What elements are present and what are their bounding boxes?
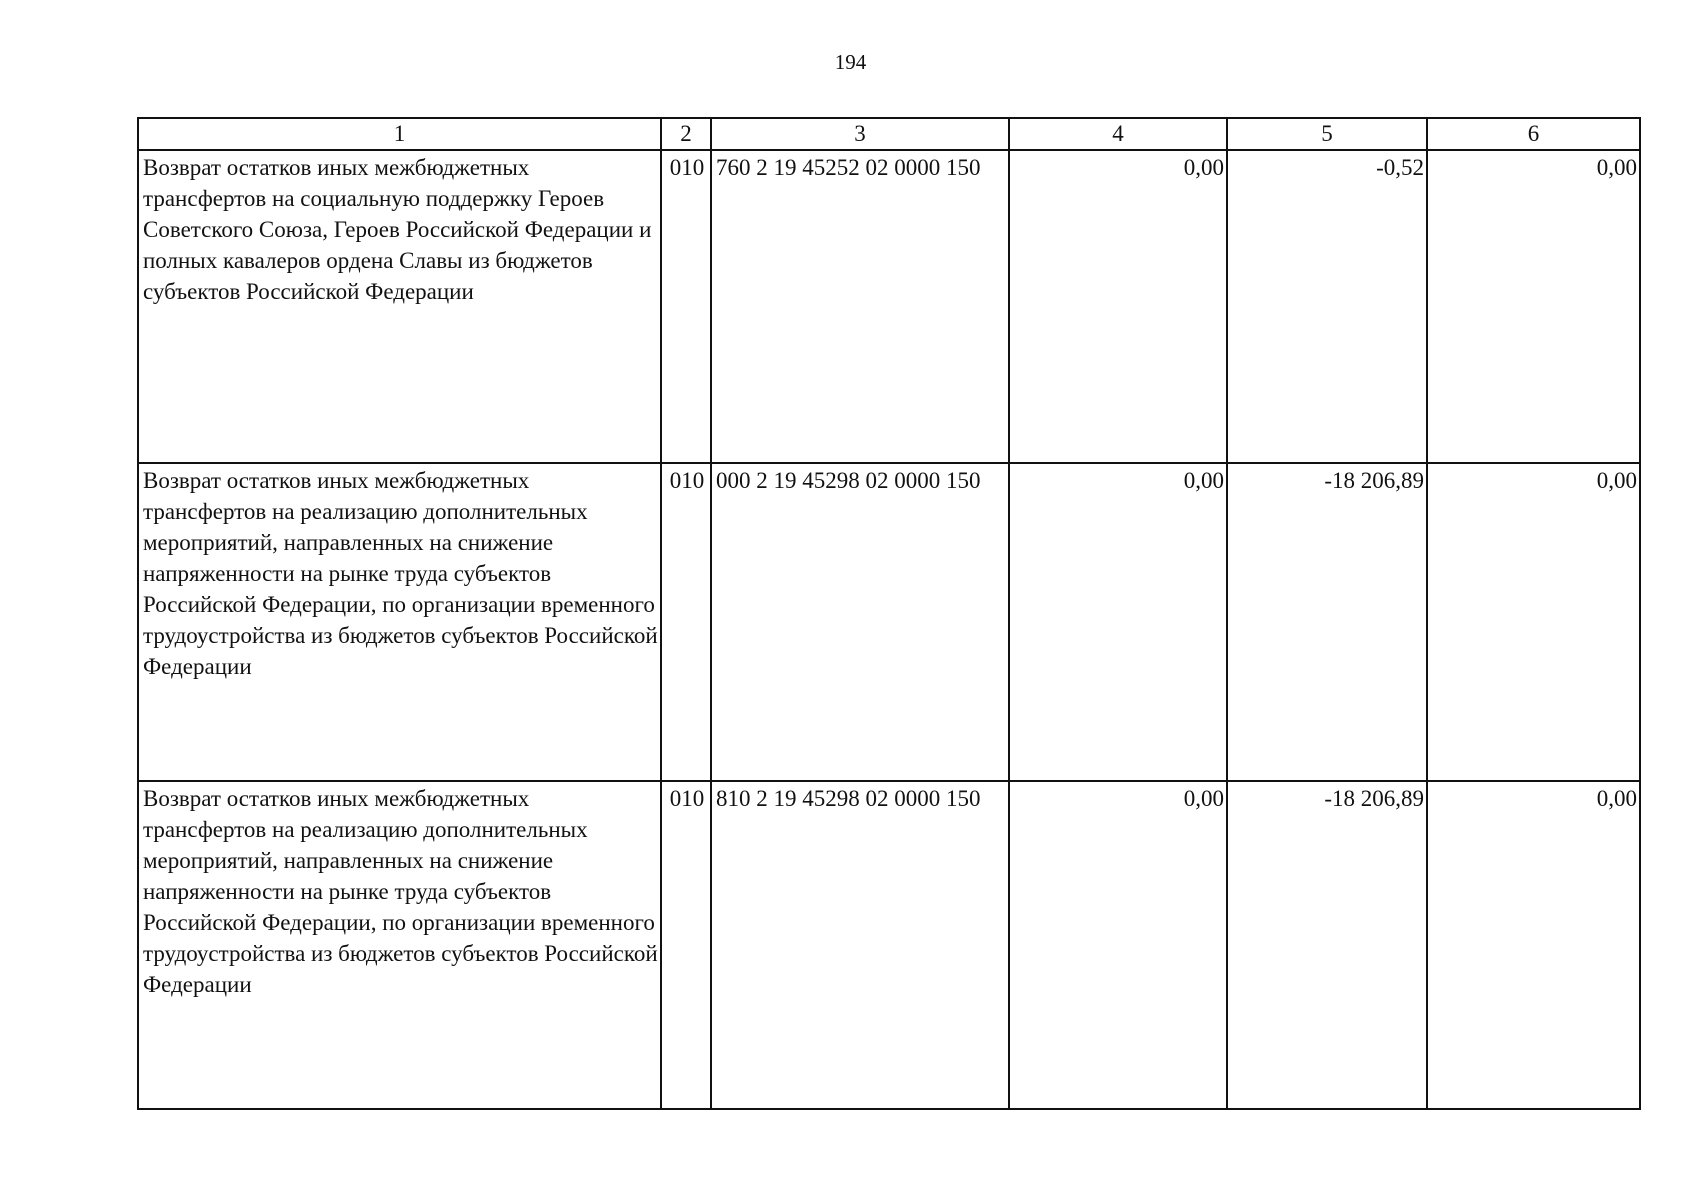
- header-col-3: 3: [711, 118, 1009, 150]
- row-col5-value: -18 206,89: [1227, 781, 1427, 1109]
- row-name: Возврат остатков иных межбюджетных трансфертов на реализацию дополнительных мероприятий, направленных на снижение напряженности на рынке труда субъектов Российской Федерации, по организации временного трудоустройства из бюджетов субъектов Российской Федерации: [138, 781, 661, 1109]
- table-header-row: [138, 118, 1640, 150]
- row-col4-value: 0,00: [1009, 463, 1227, 781]
- table-row: [138, 463, 1640, 781]
- row-col5-value: -0,52: [1227, 150, 1427, 463]
- row-budget-code: 760 2 19 45252 02 0000 150: [711, 150, 1009, 463]
- row-col6-value: 0,00: [1427, 150, 1640, 463]
- header-col-6: 6: [1427, 118, 1640, 150]
- row-name: Возврат остатков иных межбюджетных трансфертов на реализацию дополнительных мероприятий, направленных на снижение напряженности на рынке труда субъектов Российской Федерации, по организации временного трудоустройства из бюджетов субъектов Российской Федерации: [138, 463, 661, 781]
- row-col5-value: -18 206,89: [1227, 463, 1427, 781]
- row-col6-value: 0,00: [1427, 463, 1640, 781]
- row-col4-value: 0,00: [1009, 781, 1227, 1109]
- header-col-4: 4: [1009, 118, 1227, 150]
- header-col-1: 1: [138, 118, 661, 150]
- row-name: Возврат остатков иных межбюджетных трансфертов на социальную поддержку Героев Советского Союза, Героев Российской Федерации и полных кавалеров ордена Славы из бюджетов субъектов Российской Федерации: [138, 150, 661, 463]
- table-row: [138, 150, 1640, 463]
- row-line-code: 010: [661, 150, 711, 463]
- row-line-code: 010: [661, 781, 711, 1109]
- row-col6-value: 0,00: [1427, 781, 1640, 1109]
- row-line-code: 010: [661, 463, 711, 781]
- page-number: 194: [834, 50, 867, 74]
- table-row: [138, 781, 1640, 1109]
- header-col-5: 5: [1227, 118, 1427, 150]
- row-col4-value: 0,00: [1009, 150, 1227, 463]
- header-col-2: 2: [661, 118, 711, 150]
- row-budget-code: 810 2 19 45298 02 0000 150: [711, 781, 1009, 1109]
- budget-table: [137, 117, 1641, 1110]
- row-budget-code: 000 2 19 45298 02 0000 150: [711, 463, 1009, 781]
